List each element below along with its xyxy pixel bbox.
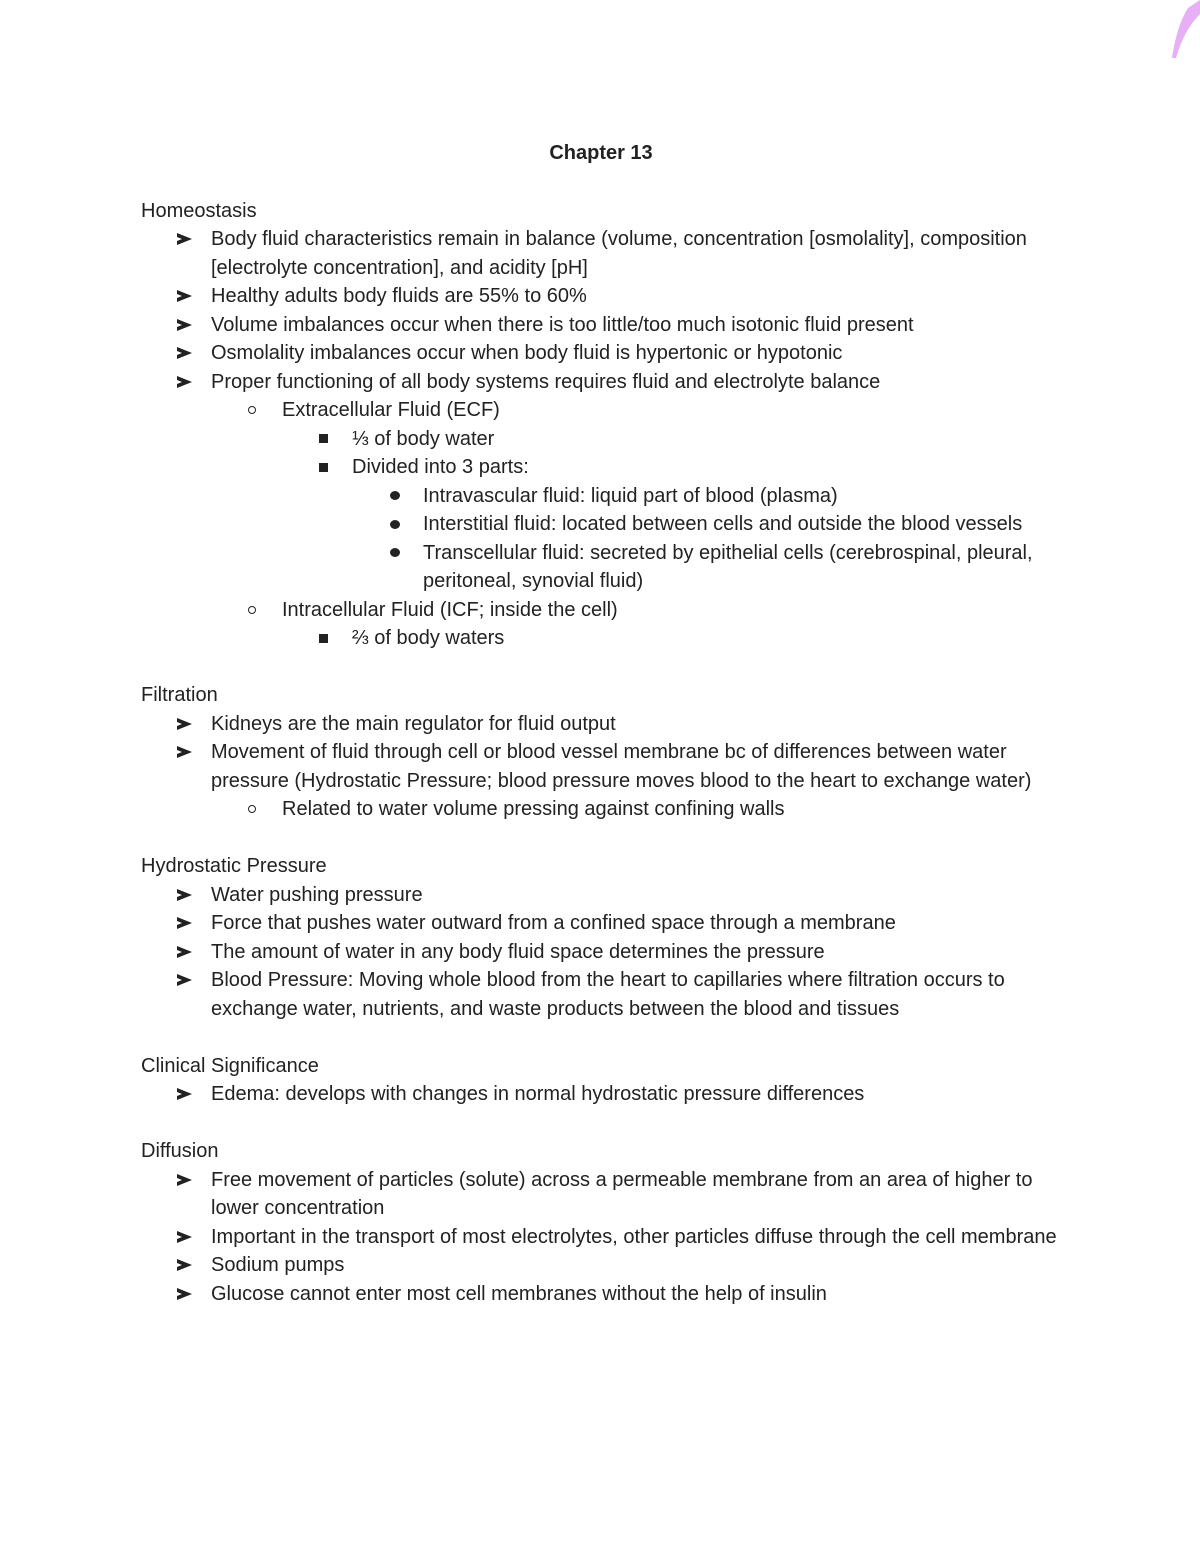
list-item xyxy=(141,453,1061,482)
list-item xyxy=(141,966,1061,1023)
list-item-text: Kidneys are the main regulator for fluid output xyxy=(211,712,616,735)
hollow-circle-bullet-icon xyxy=(248,795,256,824)
list-item xyxy=(141,1223,1061,1252)
list-item-text: ⅓ of body water xyxy=(352,427,495,450)
arrowhead-bullet-icon xyxy=(177,282,192,311)
section-heading: Homeostasis xyxy=(141,199,257,222)
section-heading: Diffusion xyxy=(141,1140,219,1162)
notes-sections xyxy=(141,197,1061,1309)
list-item xyxy=(141,1280,1061,1309)
section-homeostasis xyxy=(141,197,1061,653)
list-item-text: Free movement of particles (solute) across a permeable membrane from an area of higher to lower concentration xyxy=(211,1168,1033,1219)
arrowhead-bullet-icon xyxy=(177,938,192,967)
section-heading: Hydrostatic Pressure xyxy=(141,855,327,877)
list-item-text: Divided into 3 parts: xyxy=(352,456,529,478)
list-item xyxy=(141,510,1061,539)
list-item xyxy=(141,482,1061,511)
arrowhead-bullet-icon xyxy=(177,966,192,995)
list-item-text: Important in the transport of most electrolytes, other particles diffuse through the cell membrane xyxy=(211,1225,1057,1248)
filled-dot-bullet-icon xyxy=(390,539,400,568)
list-item-text: Edema: develops with changes in normal hydrostatic pressure differences xyxy=(211,1083,865,1105)
list-item-text: The amount of water in any body fluid space determines the pressure xyxy=(211,940,825,963)
list-item-text: Glucose cannot enter most cell membranes without the help of insulin xyxy=(211,1282,827,1305)
list-item-text: Blood Pressure: Moving whole blood from the heart to capillaries where filtration occurs to exchange water, nutrients, and waste products between the blood and tissues xyxy=(211,969,1005,1020)
list-item xyxy=(141,282,1061,311)
list-item-text: Osmolality imbalances occur when body fluid is hypertonic or hypotonic xyxy=(211,342,843,364)
list-item-text: ⅔ of body waters xyxy=(352,627,505,649)
list-item xyxy=(141,596,1061,625)
list-item-text: Transcellular fluid: secreted by epithelial cells (cerebrospinal, pleural, peritoneal, synovial fluid) xyxy=(423,541,1033,592)
list-item-text: Intracellular Fluid (ICF; inside the cell) xyxy=(282,598,618,621)
arrowhead-bullet-icon xyxy=(177,1166,192,1195)
list-item-text: Sodium pumps xyxy=(211,1254,345,1276)
list-item-text: Extracellular Fluid (ECF) xyxy=(282,399,500,421)
list-item xyxy=(141,881,1061,910)
list-item-text: Volume imbalances occur when there is too little/too much isotonic fluid present xyxy=(211,313,914,336)
section-heading: Filtration xyxy=(141,684,218,706)
section-clinical-significance xyxy=(141,1052,1061,1109)
list-item xyxy=(141,225,1061,282)
list-item-text: Water pushing pressure xyxy=(211,883,423,906)
list-item xyxy=(141,425,1061,454)
arrowhead-bullet-icon xyxy=(177,225,192,254)
arrowhead-bullet-icon xyxy=(177,710,192,739)
list-item-text: Proper functioning of all body systems requires fluid and electrolyte balance xyxy=(211,370,881,393)
list-item xyxy=(141,368,1061,397)
list-item xyxy=(141,738,1061,795)
filled-square-bullet-icon xyxy=(319,453,328,482)
arrowhead-bullet-icon xyxy=(177,368,192,397)
filled-square-bullet-icon xyxy=(319,624,328,653)
document-body xyxy=(141,139,1061,1337)
list-item xyxy=(141,909,1061,938)
list-item xyxy=(141,938,1061,967)
list-item xyxy=(141,339,1061,368)
arrowhead-bullet-icon xyxy=(177,339,192,368)
list-item-text: Interstitial fluid: located between cells and outside the blood vessels xyxy=(423,513,1023,535)
list-item xyxy=(141,311,1061,340)
list-item xyxy=(141,396,1061,425)
arrowhead-bullet-icon xyxy=(177,738,192,767)
page-title: Chapter 13 xyxy=(549,142,653,164)
section-heading: Clinical Significance xyxy=(141,1054,319,1077)
list-item-text: Healthy adults body fluids are 55% to 60% xyxy=(211,285,587,307)
list-item-text: Body fluid characteristics remain in balance (volume, concentration [osmolality], composition [electrolyte concentration], and acidity [pH] xyxy=(211,228,1027,279)
arrowhead-bullet-icon xyxy=(177,1251,192,1280)
list-item xyxy=(141,624,1061,653)
section-diffusion xyxy=(141,1137,1061,1308)
list-item xyxy=(141,539,1061,596)
list-item xyxy=(141,1166,1061,1223)
filled-square-bullet-icon xyxy=(319,425,328,454)
list-item xyxy=(141,710,1061,739)
section-filtration xyxy=(141,681,1061,824)
arrowhead-bullet-icon xyxy=(177,1280,192,1309)
list-item xyxy=(141,795,1061,824)
list-item-text: Force that pushes water outward from a confined space through a membrane xyxy=(211,912,896,934)
list-item xyxy=(141,1251,1061,1280)
filled-dot-bullet-icon xyxy=(390,482,400,511)
arrowhead-bullet-icon xyxy=(177,881,192,910)
hollow-circle-bullet-icon xyxy=(248,596,256,625)
section-hydrostatic-pressure xyxy=(141,852,1061,1023)
list-item-text: Intravascular fluid: liquid part of blood (plasma) xyxy=(423,484,838,507)
list-item xyxy=(141,1080,1061,1109)
arrowhead-bullet-icon xyxy=(177,311,192,340)
arrowhead-bullet-icon xyxy=(177,1223,192,1252)
filled-dot-bullet-icon xyxy=(390,510,400,539)
arrowhead-bullet-icon xyxy=(177,1080,192,1109)
pink-brush-stroke-icon xyxy=(1130,0,1200,70)
hollow-circle-bullet-icon xyxy=(248,396,256,425)
arrowhead-bullet-icon xyxy=(177,909,192,938)
list-item-text: Movement of fluid through cell or blood vessel membrane bc of differences between water pressure (Hydrostatic Pressure; blood pressure moves blood to the heart to exchange water) xyxy=(211,741,1032,792)
list-item-text: Related to water volume pressing against confining walls xyxy=(282,798,785,820)
